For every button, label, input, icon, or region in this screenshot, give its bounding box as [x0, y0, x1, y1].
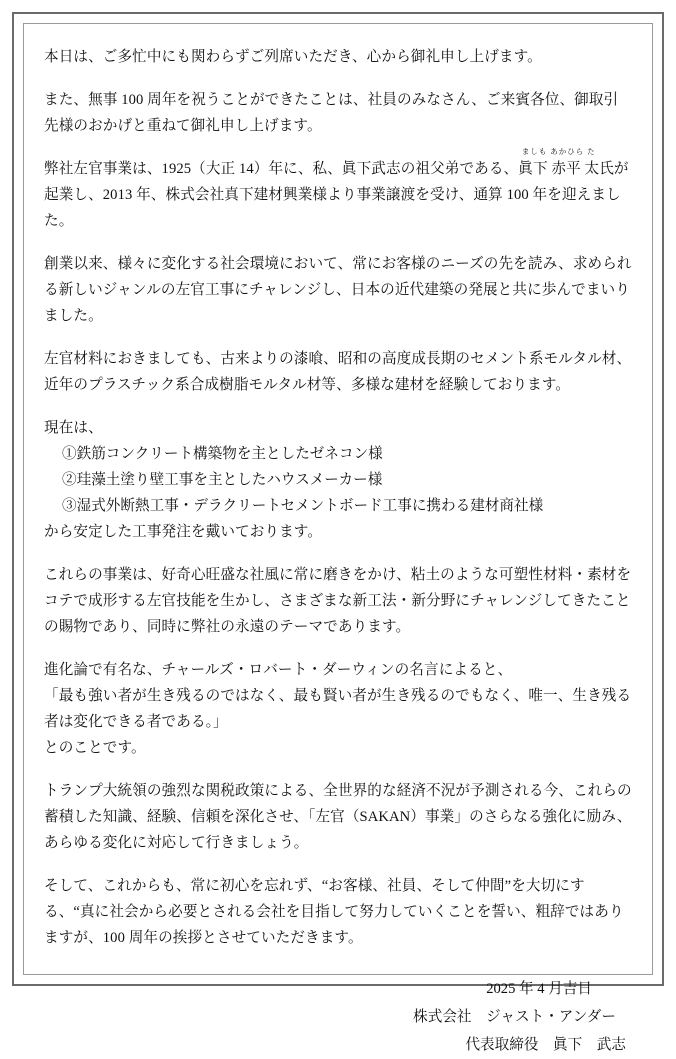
document-body [44, 44, 632, 1053]
paragraph-closing: そして、これからも、常に初心を忘れず、“お客様、社員、そして仲間”を大切にする、“真に社会から必要とされる会社を目指して努力していくことを誓い、粗辞ではありますが、100 周年の挨拶とさせていただきます。 [44, 878, 624, 946]
paragraph-present-close: から安定した工事発注を戴いております。 [44, 524, 323, 540]
ruby-reading: ましも あかひら た [521, 147, 596, 156]
signature-block [44, 975, 632, 1059]
list-item: ②珪藻土塗り壁工事を主としたハウスメーカー様 [62, 472, 383, 488]
paragraph-economy: トランプ大統領の強烈な関税政策による、全世界的な経済不況が予測される今、これらの蓄積した知識、経験、信頼を深化させ、「左官（SAKAN）事業」のさらなる強化に励み、あらゆる変化に対応して行きましょう。 [44, 783, 632, 851]
paragraph-darwin-intro: 進化論で有名な、チャールズ・ロバート・ダーウィンの名言によると、 [44, 662, 513, 678]
paragraph-business-theme: これらの事業は、好奇心旺盛な社風に常に磨きをかけ、粘土のような可塑性材料・素材をコテで成形する左官技能を生かし、さまざまな新工法・新分野にチャレンジしてきたことの賜物であり、同時に弊社の永遠のテーマであります。 [44, 567, 632, 635]
list-item: ①鉄筋コンクリート構築物を主としたゼネコン様 [62, 446, 383, 462]
present-customer-list [44, 441, 632, 519]
signature-date: 2025 年 4 月吉日 [486, 981, 592, 997]
list-item: ③湿式外断熱工事・デラクリートセメントボード工事に携わる建材商社様 [62, 498, 544, 514]
paragraph-darwin-close: とのことです。 [44, 740, 146, 756]
paragraph-thanks: また、無事 100 周年を祝うことができたことは、社員のみなさん、ご来賓各位、御取引先様のおかげと重ねて御礼申し上げます。 [44, 92, 619, 134]
founding-text-after: 氏が [599, 161, 629, 177]
founding-text-second-line: 起業し、2013 年、株式会社真下建材興業様より事業譲渡を受け、通算 100 年を迎えました。 [44, 187, 621, 229]
paragraph-present-intro: 現在は、 [44, 420, 103, 436]
paragraph-founding [44, 147, 632, 234]
signature-company: 株式会社 ジャスト・アンダー [413, 1009, 616, 1025]
outer-border [12, 12, 664, 1053]
founding-text-before: 弊社左官事業は、1925（大正 14）年に、私、眞下武志の祖父弟である、 [44, 161, 519, 177]
inner-border [23, 23, 653, 1053]
ruby-base: 眞下 赤平 太 [518, 161, 600, 177]
signature-person: 代表取締役 眞下 武志 [465, 1037, 626, 1053]
paragraph-greeting: 本日は、ご多忙中にも関わらずご列席いただき、心から御礼申し上げます。 [44, 49, 542, 65]
paragraph-history: 創業以来、様々に変化する社会環境において、常にお客様のニーズの先を読み、求められる新しいジャンルの左官工事にチャレンジし、日本の近代建築の発展と共に歩んでまいりました。 [44, 256, 632, 324]
ruby-name [518, 147, 600, 182]
paragraph-darwin-quote: 「最も強い者が生き残るのではなく、最も賢い者が生き残るのでもなく、唯一、生き残る者は変化できる者である。」 [44, 688, 632, 730]
paragraph-materials: 左官材料におきましても、古来よりの漆喰、昭和の高度成長期のセメント系モルタル材、近年のプラスチック系合成樹脂モルタル材等、多様な建材を経験しております。 [44, 351, 632, 393]
